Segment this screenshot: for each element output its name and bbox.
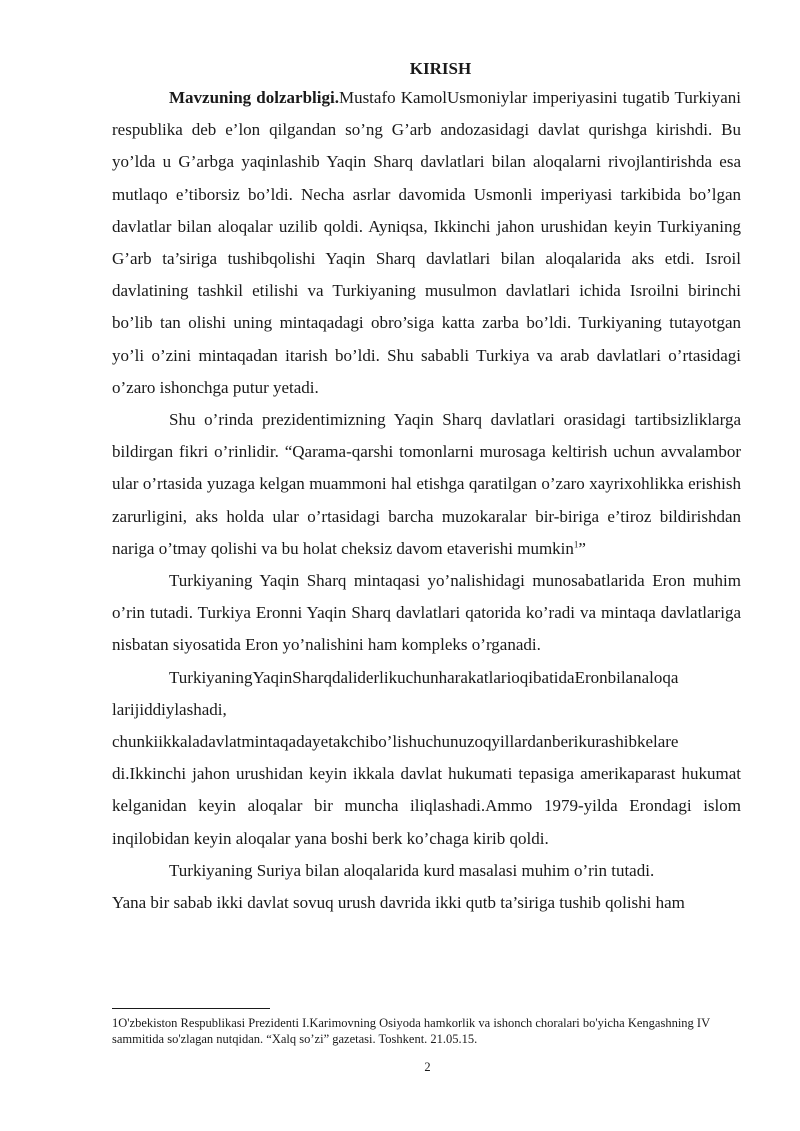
quote-close: ” <box>578 538 586 558</box>
paragraph-iran <box>112 565 741 662</box>
footnote-reference[interactable]: 1 <box>573 539 579 550</box>
paragraph-syria <box>112 855 741 887</box>
paragraph-line: TurkiyaningYaqinSharqdaliderlikuchunharakatlarioqibatidaEronbilanaloqa <box>169 667 679 687</box>
paragraph-relevance <box>112 82 741 404</box>
paragraph-text: di.Ikkinchi jahon urushidan keyin ikkala davlat hukumati tepasiga amerikaparast hukumat kelganidan keyin aloqalar bir muncha iliqlashadi.Ammo 1979-yilda Erondagi islom inqilobidan keyin aloqalar yana boshi berk ko’chaga kirib qoldi. <box>112 764 741 848</box>
footnote-divider <box>112 1008 270 1009</box>
paragraph-text: Turkiyaning Suriya bilan aloqalarida kurd masalasi muhim o’rin tutadi. <box>169 860 655 880</box>
footnote: 1O'zbekiston Respublikasi Prezidenti I.Karimovning Osiyoda hamkorlik va ishonch choralari bo'yicha Kengashning IV sammitida so'zlagan nutqidan. “Xalq so’zi” gazetasi. Toshkent. 21.05.15. <box>112 1016 710 1046</box>
paragraph-text: Mustafo KamolUsmoniylar imperiyasini tugatib Turkiyani respublika deb e’lon qilgandan so’ng G’arb andozasidagi davlat qurishga kirishdi. Bu yo’lda u G’arbga yaqinlashib Yaqin Sharq davlatlari bilan aloqalarni rivojlantirishda esa mutlaqo e’tiborsiz bo’ldi. Necha asrlar davomida Usmonli imperiyasi tarkibida bo’lgan davlatlar bilan aloqalar uzilib qoldi. Ayniqsa, Ikkinchi jahon urushidan keyin Turkiyaning G’arb ta’siriga tushibqolishi Yaqin Sharq davlatlari bilan aloqalarida aks etdi. Isroil davlatining tashkil etilishi va Turkiyaning musulmon davlatlari ichida Isroilni birinchi bo’lib tan olishi uning mintaqadagi obro’siga katta zarba bo’ldi. Turkiyaning tutayotgan yo’li o’zini mintaqadan itarish bo’ldi. Shu sababli Turkiya va arab davlatlari o’rtasidagi o’zaro ishonchga putur yetadi. <box>112 88 741 397</box>
paragraph-line: larijiddiylashadi, <box>112 699 227 719</box>
page-title: KIRISH <box>409 59 472 78</box>
paragraph-line: chunkiikkaladavlatmintaqadayetakchibo’lishuchunuzoqyillardanberikurashibkelare <box>112 732 679 752</box>
page-number: 2 <box>424 1060 431 1074</box>
paragraph-text: Turkiyaning Yaqin Sharq mintaqasi yo’nalishidagi munosabatlarida Eron muhim o’rin tutadi. Turkiya Eronni Yaqin Sharq davlatlari qatorida ko’radi va mintaqa davlatlariga nisbatan siyosatida Eron yo’nalishini ham kompleks o’rganadi. <box>112 571 741 655</box>
paragraph-text: Yana bir sabab ikki davlat sovuq urush davrida ikki qutb ta’siriga tushib qolishi ham <box>112 893 685 913</box>
paragraph-president-quote <box>112 404 741 565</box>
paragraph-text: Shu o’rinda prezidentimizning Yaqin Sharq davlatlari orasidagi tartibsizliklarga bildirgan fikri o’rinlidir. “Qarama-qarshi tomonlarni murosaga keltirish uchun avvalambor ular o’rtasida yuzaga kelgan muammoni hal etishga qaratilgan o’zaro xayrixohlikka erishish zarurligini, aks holda ular o’rtasidagi barcha muzokaralar bir-biriga e’tiroz bildirishdan nariga o’tmay qolishi va bu holat cheksiz davom etaverishi mumkin <box>112 410 741 558</box>
document-body <box>112 58 741 919</box>
paragraph-lead: Mavzuning dolzarbligi. <box>169 88 339 107</box>
paragraph-leadership <box>112 662 741 726</box>
paragraph-cold-war <box>112 887 741 919</box>
paragraph-leadership-cont <box>112 726 741 855</box>
